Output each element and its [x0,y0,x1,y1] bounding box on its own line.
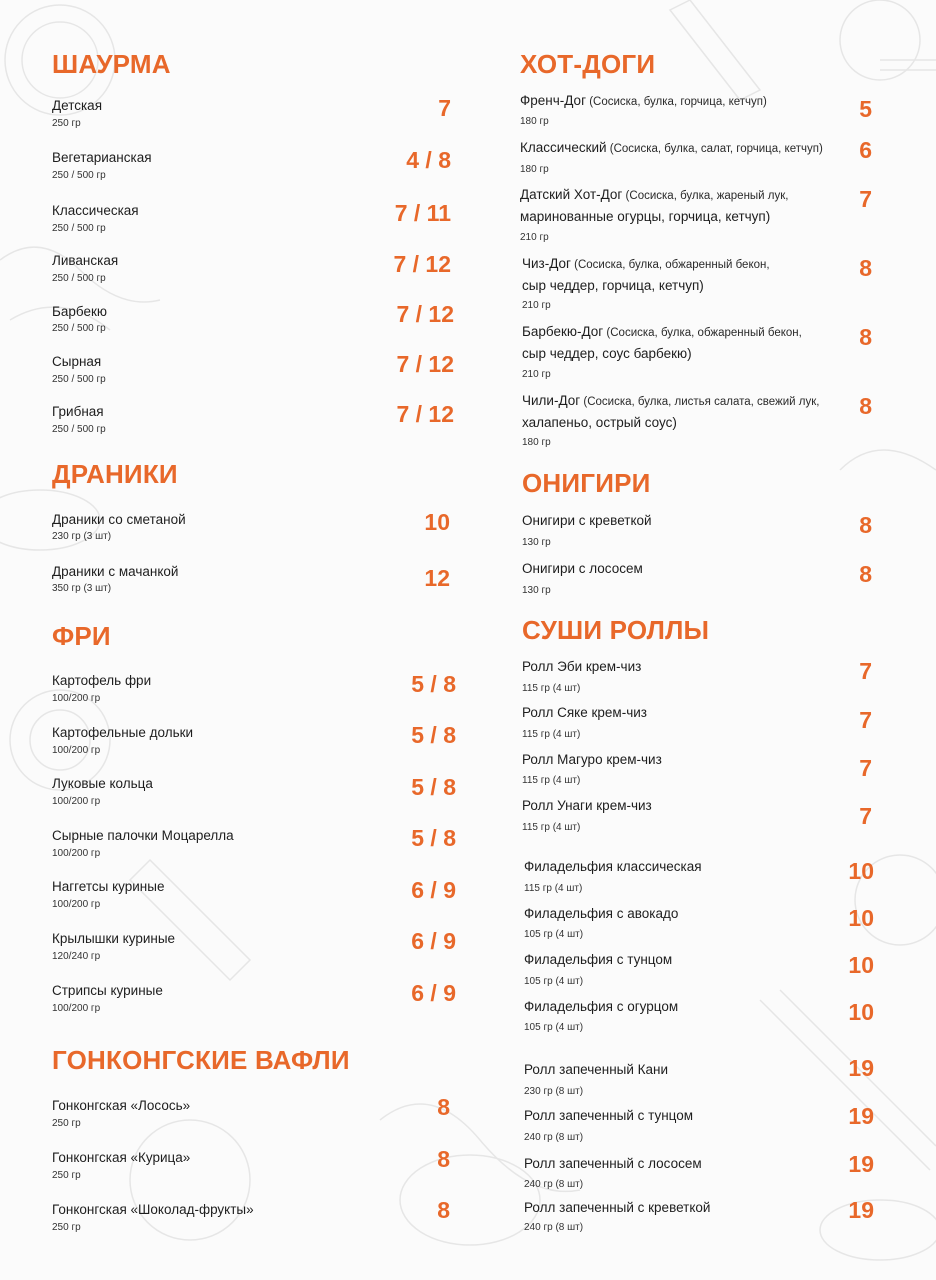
item-title: Чиз-Дог [522,256,571,271]
item-weight: 250 / 500 гр [52,170,106,181]
item-price: 19 [848,1197,874,1223]
item-weight: 100/200 гр [52,848,101,859]
item-price: 10 [848,905,874,931]
item-description-line2: сыр чеддер, соус барбекю) [522,346,692,361]
item-name: Драники с мачанкой [52,564,179,579]
section-title-hotdogs: ХОТ-ДОГИ [520,49,656,79]
item-weight: 210 гр [522,300,551,311]
item-weight: 100/200 гр [52,745,101,756]
item-price: 6 / 9 [411,877,456,903]
section-title-waffles: ГОНКОНГСКИЕ ВАФЛИ [52,1045,350,1075]
item-name: Ролл Унаги крем-чиз [522,798,652,813]
item-price: 10 [848,999,874,1025]
item-price: 8 [859,393,872,419]
item-weight: 115 гр (4 шт) [522,729,581,740]
item-name: Гонконгская «Курица» [52,1150,191,1165]
item-price: 7 [438,95,451,121]
item-description: (Сосиска, булка, обжаренный бекон, [603,327,802,339]
item-name: Филадельфия с огурцом [524,999,679,1014]
item-description: (Сосиска, булка, горчица, кетчуп) [586,96,767,108]
item-name: Стрипсы куриные [52,983,163,998]
item-weight: 210 гр [522,369,551,380]
item-price: 6 [859,137,872,163]
item-name: Ролл запеченный с креветкой [524,1200,711,1215]
item-price: 7 [859,803,872,829]
item-description-line2: сыр чеддер, горчица, кетчуп) [522,278,704,293]
item-price: 7 [859,755,872,781]
item-title: Датский Хот-Дог [520,187,623,202]
item-price: 5 / 8 [411,774,456,800]
item-weight: 115 гр (4 шт) [522,683,581,694]
item-weight: 100/200 гр [52,796,101,807]
item-weight: 130 гр [522,537,551,548]
item-name: Драники со сметаной [52,512,186,527]
item-weight: 250 гр [52,1118,81,1129]
item-name: Луковые кольца [52,776,153,791]
item-name: Ролл Сяке крем-чиз [522,705,647,720]
item-weight: 250 / 500 гр [52,323,106,334]
item-name [520,140,823,155]
item-price: 7 / 12 [396,401,454,427]
item-name [522,324,802,339]
item-name [520,187,789,202]
item-weight: 105 гр (4 шт) [524,1022,584,1033]
section-title-onigiri: ОНИГИРИ [522,468,651,498]
item-name: Онигири с креветкой [522,513,652,528]
item-price: 8 [437,1197,450,1223]
item-weight: 240 гр (8 шт) [524,1222,584,1233]
item-price: 8 [859,512,872,538]
item-name: Ролл запеченный с тунцом [524,1108,694,1123]
item-weight: 350 гр (3 шт) [52,583,112,594]
item-name: Онигири с лососем [522,561,643,576]
item-weight: 120/240 гр [52,951,101,962]
section-title-sushi: СУШИ РОЛЛЫ [522,615,710,645]
item-title: Френч-Дог [520,93,586,108]
item-weight: 180 гр [522,437,551,448]
item-title: Барбекю-Дог [522,324,604,339]
item-price: 8 [859,324,872,350]
item-price: 6 / 9 [411,928,456,954]
item-name: Барбекю [52,304,107,319]
item-weight: 250 / 500 гр [52,223,106,234]
item-price: 7 [859,658,872,684]
item-weight: 210 гр [520,232,549,243]
item-name: Ролл запеченный с лососем [524,1156,702,1171]
item-price: 8 [859,561,872,587]
item-name: Картофель фри [52,673,152,688]
item-weight: 105 гр (4 шт) [524,929,584,940]
item-price: 4 / 8 [406,147,451,173]
item-description: (Сосиска, булка, листья салата, свежий лук, [580,396,820,408]
item-weight: 115 гр (4 шт) [524,883,583,894]
item-name: Наггетсы куриные [52,879,165,894]
item-name: Ролл Эби крем-чиз [522,659,642,674]
item-weight: 250 / 500 гр [52,374,106,385]
item-weight: 240 гр (8 шт) [524,1132,584,1143]
item-description: (Сосиска, булка, обжаренный бекон, [570,259,770,271]
item-name: Филадельфия классическая [524,859,702,874]
item-price: 7 / 12 [396,301,454,327]
item-description: (Сосиска, булка, салат, горчица, кетчуп) [606,143,823,155]
item-name: Филадельфия с авокадо [524,906,679,921]
item-price: 19 [848,1055,874,1081]
item-price: 8 [437,1094,450,1120]
item-price: 5 / 8 [411,825,456,851]
item-name: Ливанская [52,253,119,268]
item-name: Гонконгская «Шоколад-фрукты» [52,1202,254,1217]
item-price: 19 [848,1103,874,1129]
item-description-line2: халапеньо, острый соус) [522,415,677,430]
item-name: Крылышки куриные [52,931,176,946]
item-weight: 250 гр [52,1170,81,1181]
item-name: Ролл Магуро крем-чиз [522,752,662,767]
item-name: Грибная [52,404,104,419]
item-name [522,256,770,271]
item-weight: 100/200 гр [52,899,101,910]
item-name [522,393,819,408]
item-weight: 115 гр (4 шт) [522,775,581,786]
item-name: Классическая [52,203,139,218]
item-name: Ролл запеченный Кани [524,1062,669,1077]
item-price: 7 [859,707,872,733]
item-price: 7 [859,186,872,212]
item-price: 6 / 9 [411,980,456,1006]
item-name [520,93,767,108]
item-name: Картофельные дольки [52,725,194,740]
item-weight: 180 гр [520,164,549,175]
item-title: Классический [520,140,607,155]
item-weight: 105 гр (4 шт) [524,976,584,987]
item-weight: 250 гр [52,1222,81,1233]
item-price: 5 / 8 [411,671,456,697]
item-weight: 100/200 гр [52,693,101,704]
item-name: Сырные палочки Моцарелла [52,828,234,843]
item-weight: 115 гр (4 шт) [522,822,581,833]
item-price: 10 [848,952,874,978]
item-price: 5 / 8 [411,722,456,748]
item-price: 10 [424,509,450,535]
item-weight: 180 гр [520,116,549,127]
item-weight: 100/200 гр [52,1003,101,1014]
item-description-line2: маринованные огурцы, горчица, кетчуп) [520,209,771,224]
item-price: 19 [848,1151,874,1177]
item-price: 7 / 12 [393,251,451,277]
item-name: Филадельфия с тунцом [524,952,673,967]
item-name: Детская [52,98,103,113]
item-price: 10 [848,858,874,884]
item-name: Гонконгская «Лосось» [52,1098,191,1113]
item-price: 7 / 12 [396,351,454,377]
item-description: (Сосиска, булка, жареный лук, [622,190,789,202]
section-title-shaurma: ШАУРМА [52,49,171,79]
section-title-draniki: ДРАНИКИ [52,459,178,489]
item-weight: 230 гр (3 шт) [52,531,112,542]
item-weight: 230 гр (8 шт) [524,1086,584,1097]
section-title-fri: ФРИ [52,621,111,651]
item-weight: 130 гр [522,585,551,596]
item-name: Сырная [52,354,102,369]
item-weight: 250 / 500 гр [52,273,106,284]
item-weight: 240 гр (8 шт) [524,1179,584,1190]
item-price: 8 [859,255,872,281]
item-price: 7 / 11 [394,200,451,226]
item-name: Вегетарианская [52,150,152,165]
item-weight: 250 / 500 гр [52,424,106,435]
item-price: 5 [859,96,872,122]
item-weight: 250 гр [52,118,81,129]
item-price: 12 [424,565,450,591]
item-title: Чили-Дог [522,393,581,408]
item-price: 8 [437,1146,450,1172]
